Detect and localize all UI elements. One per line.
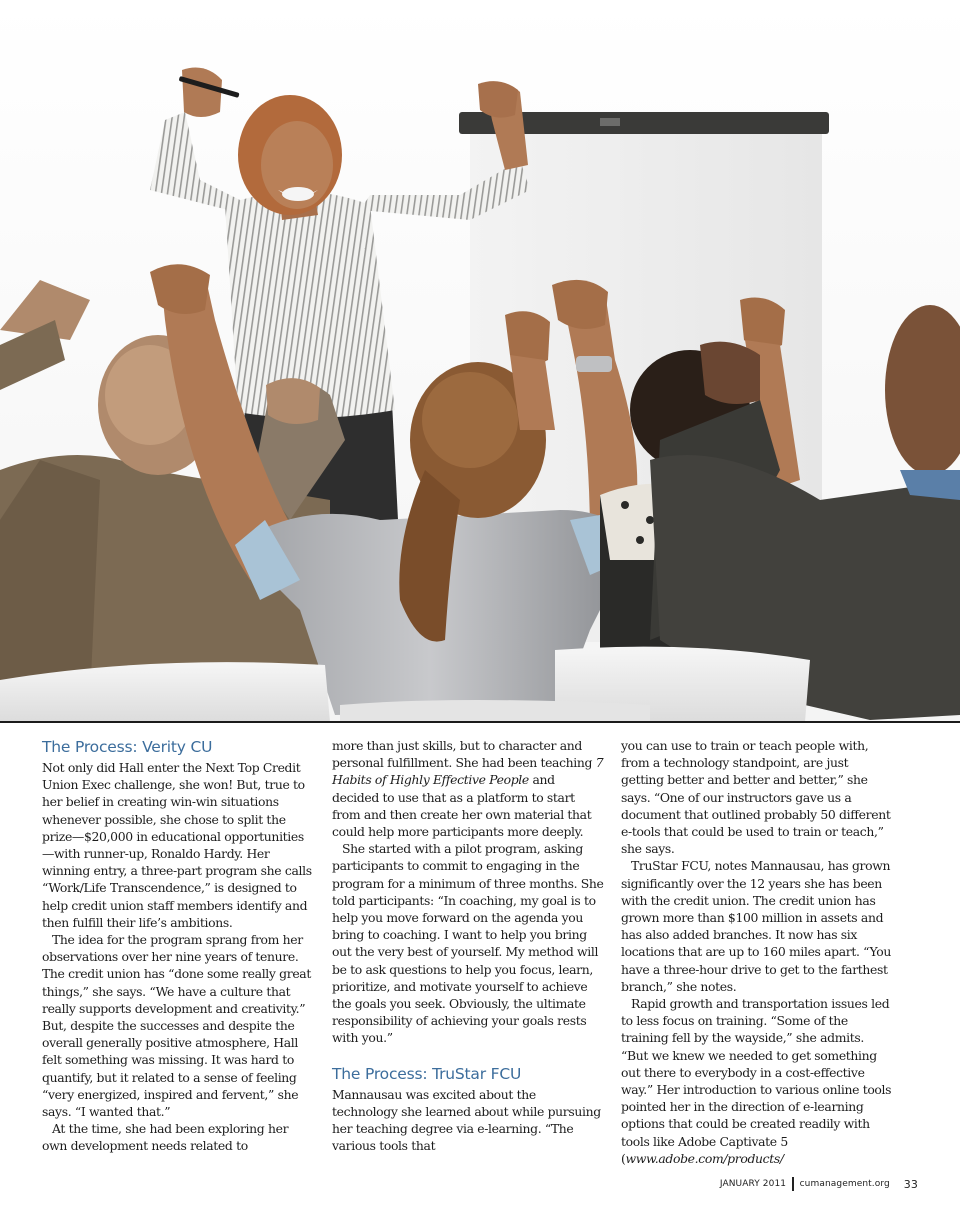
paragraph: Not only did Hall enter the Next Top Credit Union Exec challenge, she won! But, true to her belief in creating win-win situations whenever possible, she chose to split the prize—$20,000 in educational opportunities—with runner-up, Ronaldo Hardy. Her winning entry, a three-part program she calls “Work/Life Transcendence,” is designed to help credit union staff members identify and then fulfill their life’s ambitions. — [42, 760, 312, 930]
paragraph: you can use to train or teach people with, from a technology standpoint, are just getting better and better and better,” she says. “One of our instructors gave us a document that outlined probably 50 different e-tools that could be used to train or teach,” she says. — [621, 738, 891, 857]
paragraph-text: Rapid growth and transportation issues led to less focus on training. “Some of the training fell by the wayside,” she admits. “But we knew we needed to get something out there to everybody in a cost-effective way.” Her introduction to various online tools pointed her in the direction of e-learning options that could be created readily with tools like Adobe Captivate 5 ( — [621, 996, 892, 1166]
paragraph — [332, 737, 604, 840]
footer-separator — [792, 1177, 794, 1191]
paragraph: The idea for the program sprang from her observations over her nine years of tenure. The credit union has “done some really great things,” she says. “We have a culture that really supports development and creativity.” But, despite the successes and despite the overall generally positive atmosphere, Hall felt something was missing. It was hard to quantify, but it related to a sense of feeling “very energized, inspired and fervent,” she says. “I wanted that.” — [42, 932, 311, 1120]
article-column-3 — [621, 737, 893, 1167]
article-column-1 — [42, 737, 314, 1155]
paragraph: She started with a pilot program, asking participants to commit to engaging in the program for a minimum of three months. She told participants: “In coaching, my goal is to help you move forward on the agenda you bring to coaching. I want to help you bring out the very best of yourself. My method will be to ask questions to help you focus, learn, prioritize, and motivate yourself to achieve the goals you seek. Obviously, the ultimate responsibility of achieving your goals rests with you.” — [332, 841, 604, 1046]
book-title: 7 Habits of Highly Effective People — [332, 755, 604, 788]
page-footer — [720, 1175, 918, 1193]
paragraph: At the time, she had been exploring her own development needs related to — [42, 1121, 289, 1154]
page-number: 33 — [903, 1177, 918, 1191]
paragraph-text: and decided to use that as a platform to start from and then create her own material that could help more participants more deeply. — [332, 772, 592, 840]
paragraph: Mannausau was excited about the technology she learned about while pursuing her teaching degree via e-learning. “The various tools that — [332, 1086, 601, 1154]
issue-date: JANUARY 2011 — [719, 1179, 787, 1189]
paragraph — [621, 995, 893, 1167]
section-heading-verity: The Process: Verity CU — [42, 738, 213, 756]
site-name: cumanagement.org — [799, 1179, 890, 1189]
url-link-text: www.adobe.com/products/ — [625, 1150, 784, 1166]
section-heading-trustar: The Process: TruStar FCU — [332, 1064, 522, 1083]
paragraph-text: more than just skills, but to character and personal fulfillment. She had been teaching — [332, 738, 596, 771]
paragraph: TruStar FCU, notes Mannausau, has grown significantly over the 12 years she has been with the credit union. The credit union has grown more than $100 million in assets and has also added branches. It now has six locations that are up to 160 miles apart. “You have a three-hour drive to get to the farthest branch,” she notes. — [621, 858, 892, 994]
article-column-2 — [332, 737, 604, 1154]
photo-bottom-rule — [0, 721, 960, 723]
